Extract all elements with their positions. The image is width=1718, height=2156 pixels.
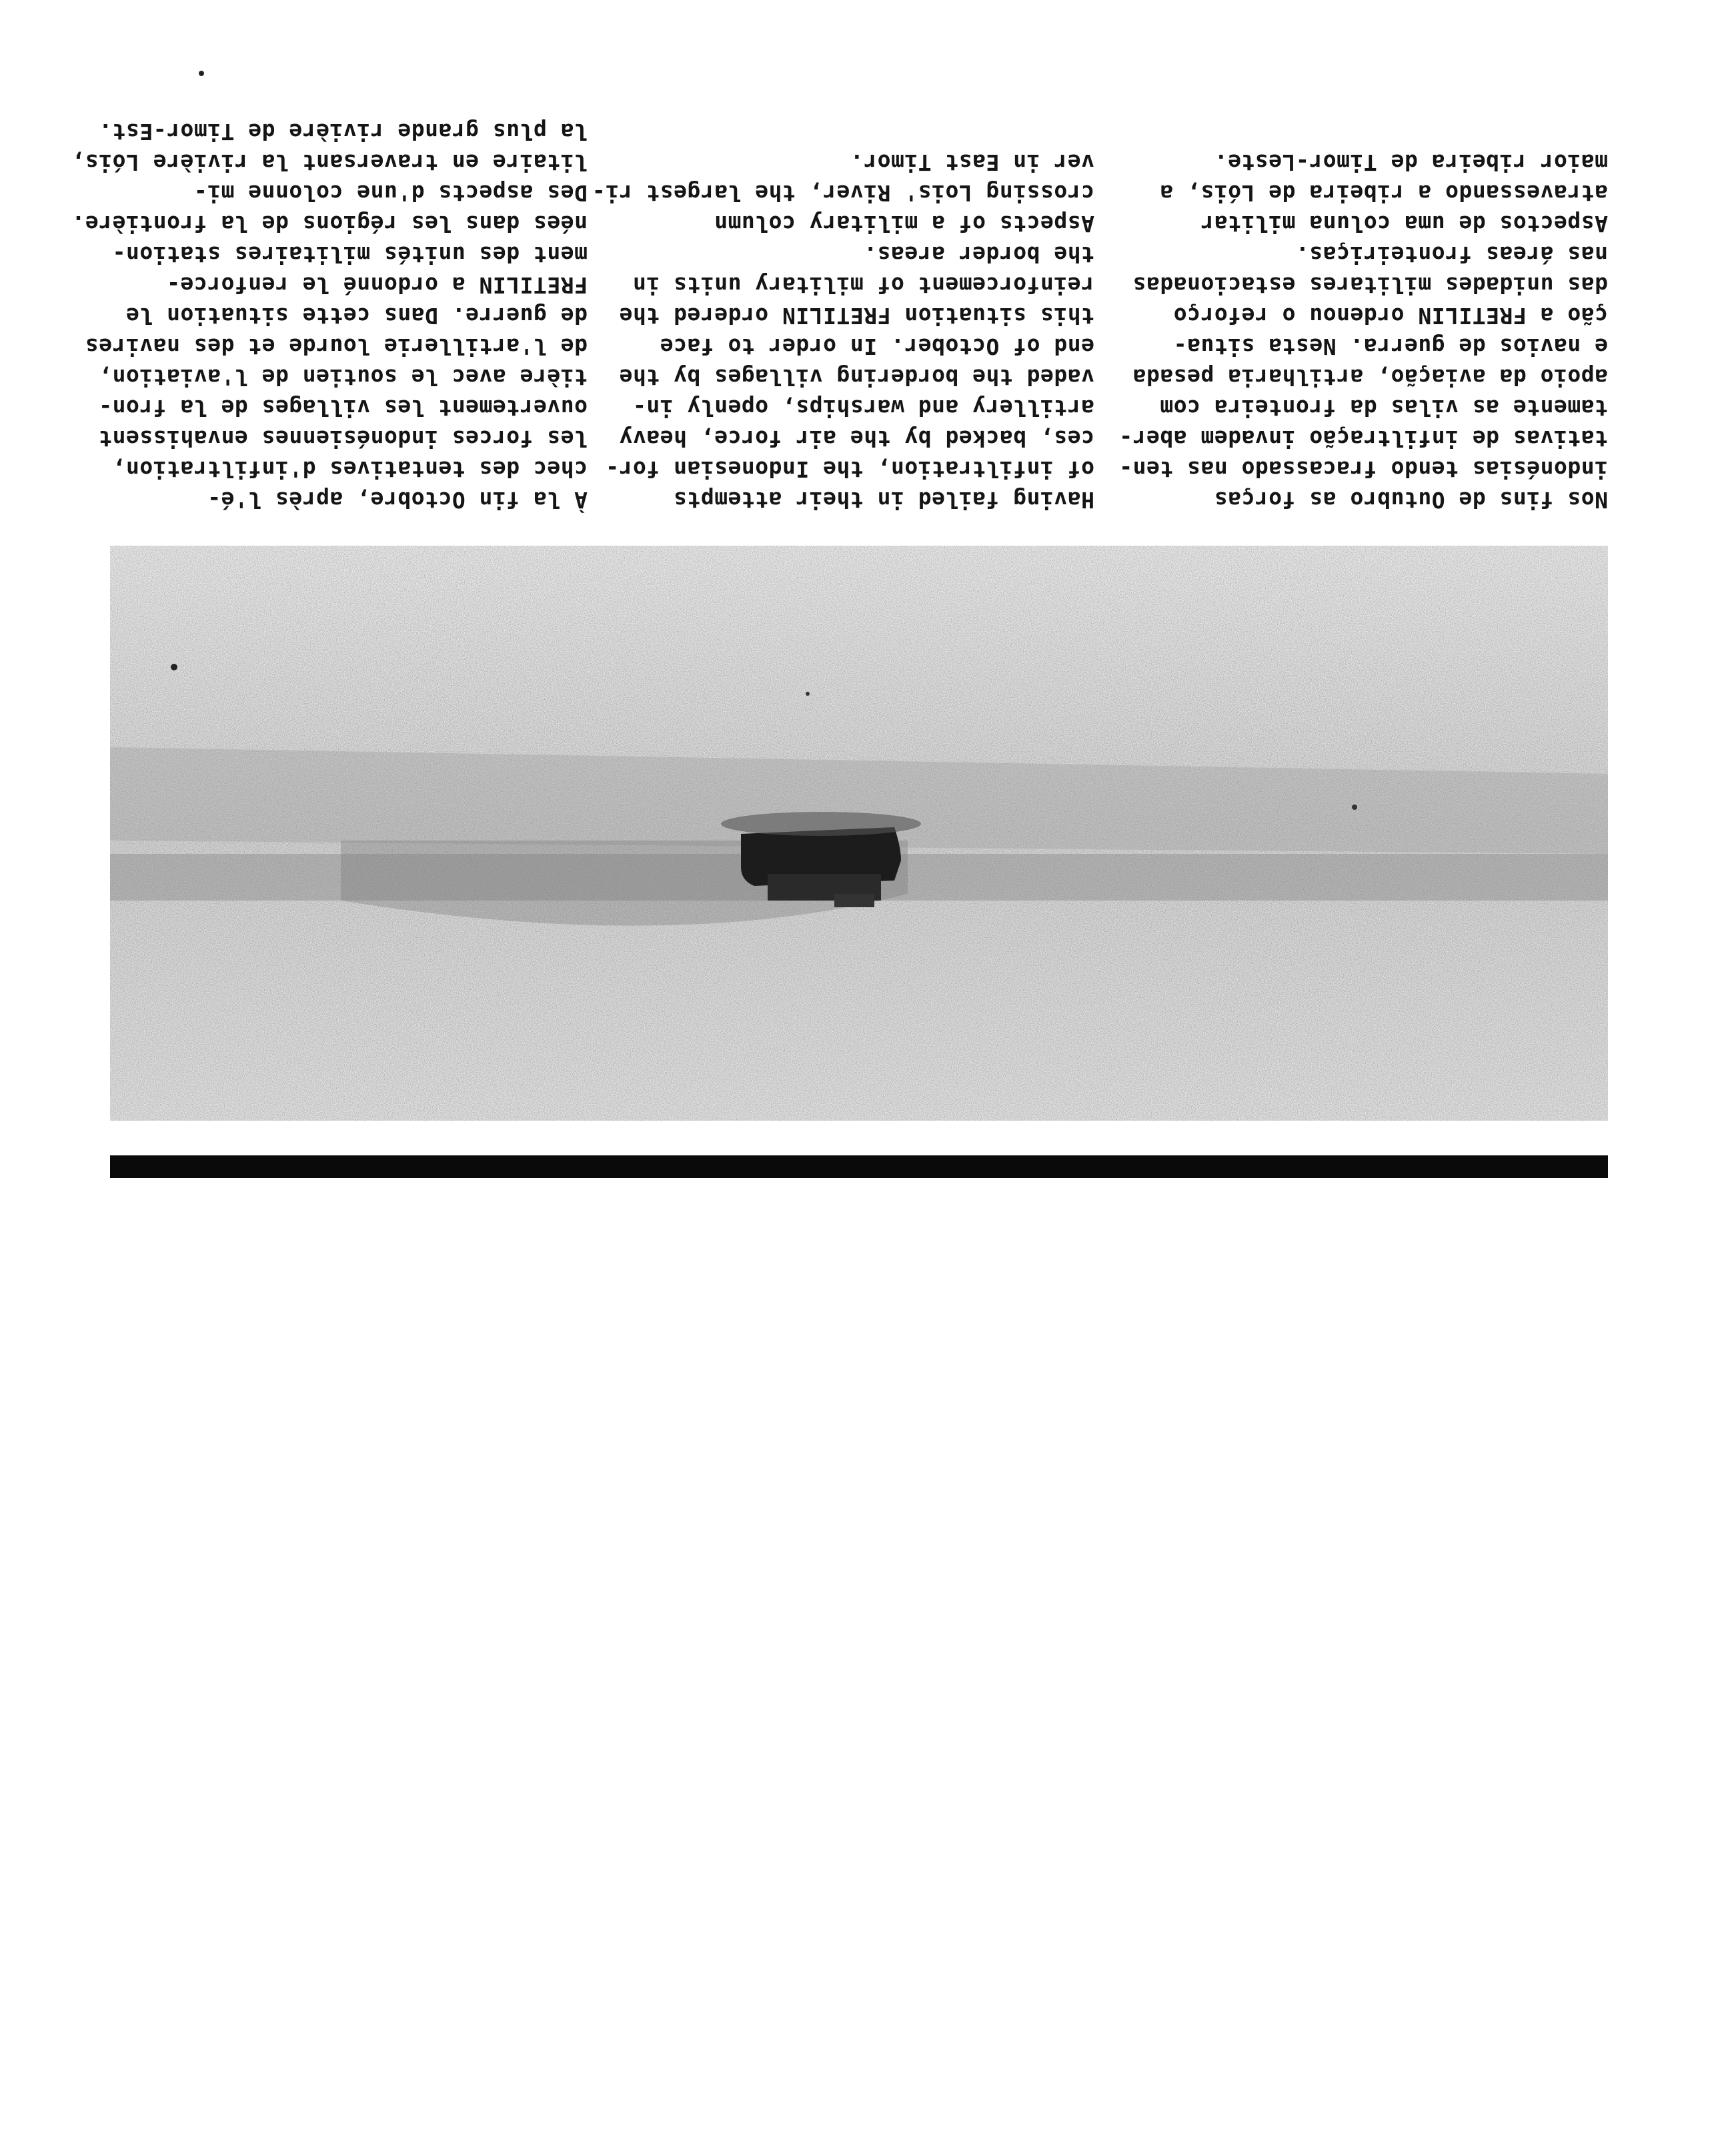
- french-caption: Des aspects d'une colonne mi- litaire en traversant la rivière Lóis, la plus grande rivière de Timor-Est.: [71, 119, 588, 206]
- river-crossing-photo: [110, 546, 1608, 1121]
- french-column: [71, 108, 588, 515]
- photo-image: [110, 546, 1608, 1121]
- black-rule: [110, 1155, 1608, 1178]
- portuguese-column: [1118, 108, 1608, 515]
- text-columns: [71, 108, 1608, 515]
- ink-speck: [199, 71, 204, 76]
- english-column: [592, 108, 1094, 515]
- portuguese-caption: Aspectos de uma coluna militar atravessando a ribeira de Lóis, a maior ribeira de Timor-Leste.: [1159, 149, 1608, 237]
- portuguese-body: Nos fins de Outubro as forças indonésias tendo fracassado nas ten- tativas de infiltração invadem aber- tamente as vilas da fronteira com apoio da aviação, artilharia pesada e navios de guerra. Nesta situa- ção a FRETILIN ordenou o reforço das unidades militares estacionadas nas áreas fronteiriças.: [1118, 241, 1608, 513]
- english-body: Having failed in their attempts of infiltration, the Indonesian for- ces, backed by the air force, heavy artillery and warships, openly in- vaded the bordering villages by the end of October. In order to face this situation FRETILIN ordered the reinforcement of military units in the border areas.: [605, 241, 1094, 513]
- french-body: À la fin Octobre, après l'é- chec des tentatives d'infiltration, les forces indonésiennes envahissent ouvertement les villages de la fron- tière avec le soutien de l'aviation, de l'artillerie lourde et des navires de guerre. Dans cette situation le FRETILIN a ordonné le renforce- ment des unités militaires station- nées dans les régions de la frontière.: [71, 211, 588, 513]
- english-caption: Aspects of a military column crossing Lois' River, the largest ri- ver in East Timor.: [592, 149, 1094, 237]
